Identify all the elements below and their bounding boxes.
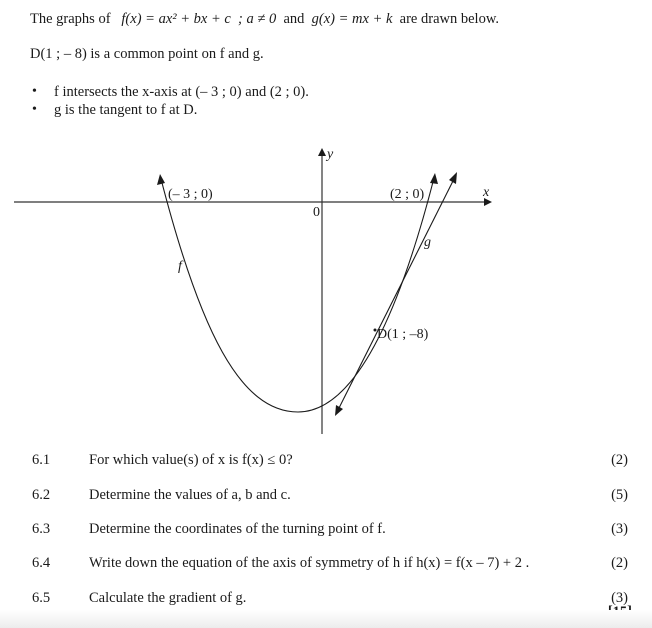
question-number: 6.2 <box>32 487 51 503</box>
bullet-dot: • <box>32 102 37 117</box>
bullet-1: f intersects the x-axis at (– 3 ; 0) and (2 ; 0). <box>54 84 309 100</box>
question-number: 6.5 <box>32 590 51 606</box>
intro-line-2: D(1 ; – 8) is a common point on f and g. <box>30 46 264 62</box>
root-left-label: (– 3 ; 0) <box>168 187 213 202</box>
parabola-f <box>161 178 434 412</box>
question-text: For which value(s) of x is f(x) ≤ 0? <box>89 452 293 468</box>
question-marks: (3) <box>611 521 628 537</box>
f-label: f <box>178 259 182 274</box>
bullet-dot: • <box>32 84 37 99</box>
question-marks: (5) <box>611 487 628 503</box>
root-right-label: (2 ; 0) <box>390 187 425 202</box>
g-label: g <box>424 235 431 250</box>
question-marks: (3) <box>611 590 628 606</box>
condition: ; a ≠ 0 <box>238 11 277 27</box>
tangent-g <box>337 175 456 412</box>
intro-prefix: The graphs of <box>30 11 111 27</box>
question-text: Calculate the gradient of g. <box>89 590 247 606</box>
bullet-2: g is the tangent to f at D. <box>54 102 198 118</box>
g-definition: g(x) = mx + k <box>311 11 393 27</box>
page-edge-shadow <box>0 610 652 628</box>
g-top-arrowhead <box>449 172 457 184</box>
question-marks: (2) <box>611 555 628 571</box>
y-axis-label: y <box>327 147 334 162</box>
origin-label: 0 <box>313 205 320 220</box>
f-right-arrowhead <box>430 173 438 184</box>
question-text: Determine the coordinates of the turning point of f. <box>89 521 386 537</box>
f-left-arrowhead <box>157 174 165 185</box>
intro-suffix: are drawn below. <box>399 11 499 27</box>
question-text: Determine the values of a, b and c. <box>89 487 291 503</box>
g-bottom-arrowhead <box>335 405 343 416</box>
question-text: Write down the equation of the axis of symmetry of h if h(x) = f(x – 7) + 2 . <box>89 555 530 571</box>
question-marks: (2) <box>611 452 628 468</box>
question-number: 6.4 <box>32 555 51 571</box>
f-definition: f(x) = ax² + bx + c <box>121 11 231 27</box>
question-number: 6.3 <box>32 521 51 537</box>
and-word: and <box>283 11 305 27</box>
point-d-label: D(1 ; –8) <box>377 327 429 342</box>
x-axis-label: x <box>483 185 490 200</box>
question-number: 6.1 <box>32 452 51 468</box>
